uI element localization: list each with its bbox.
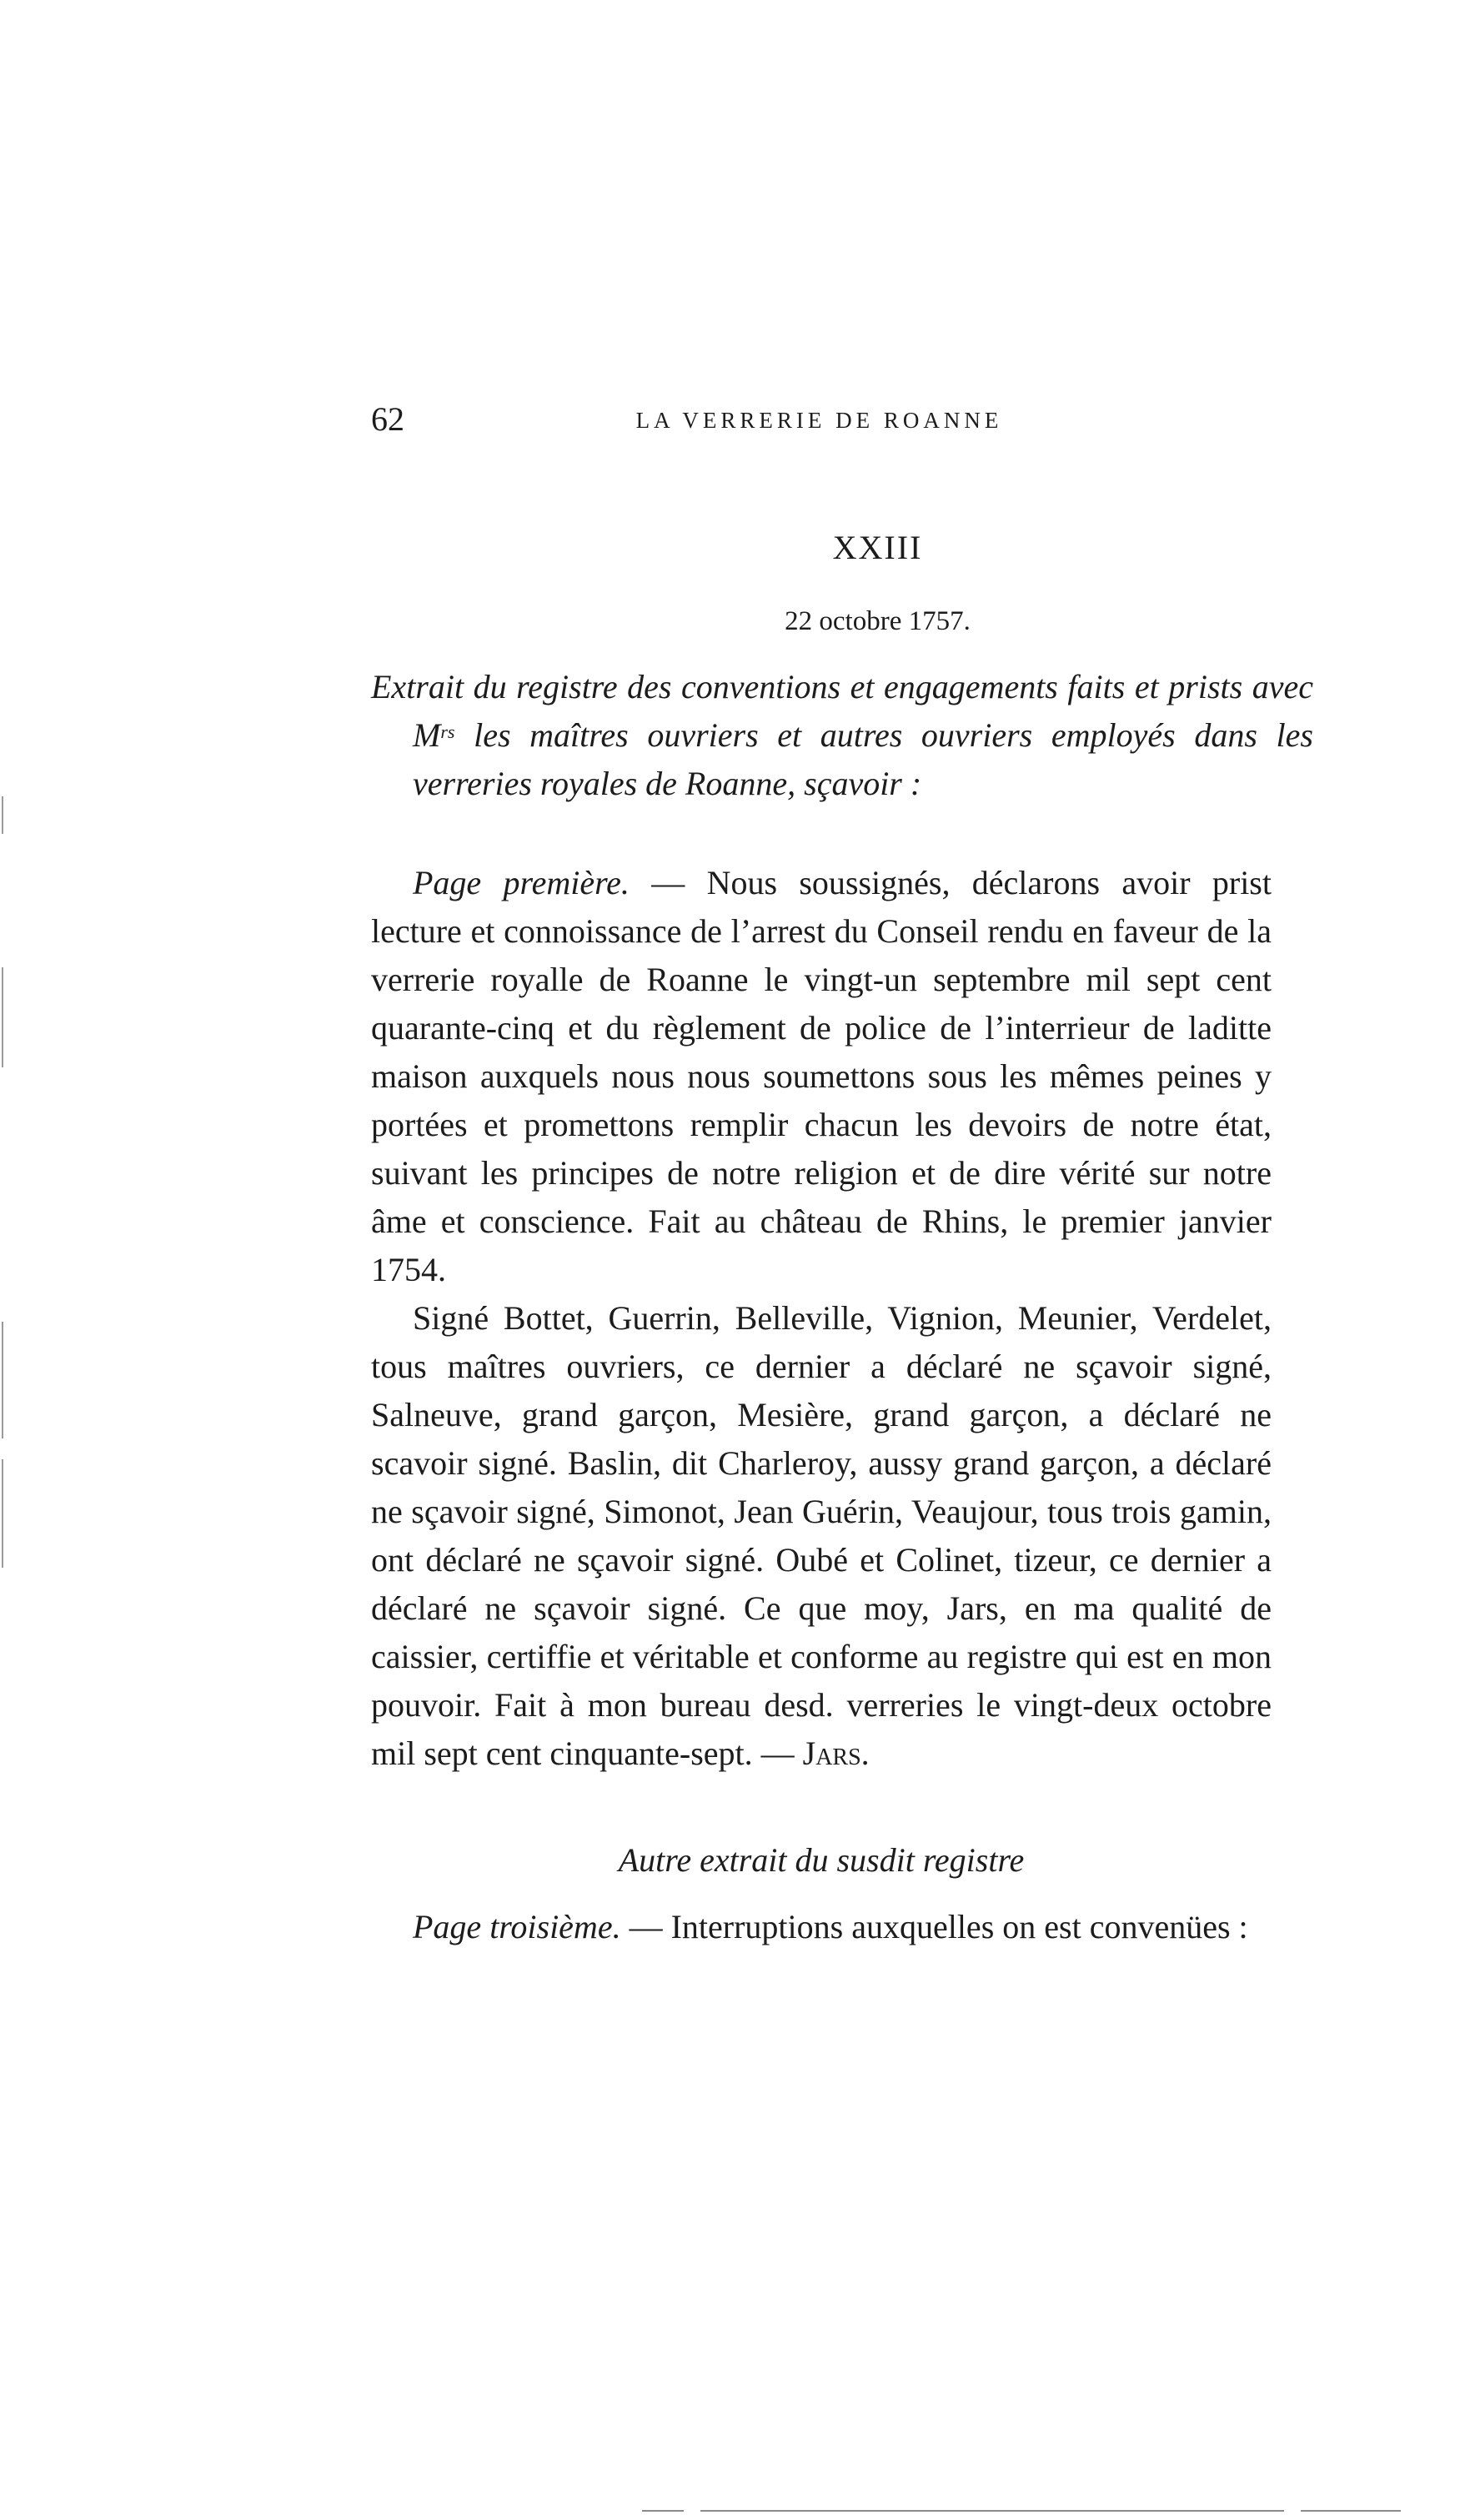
- running-title: LA VERRERIE DE ROANNE: [635, 408, 1003, 433]
- heading-superscript: rs: [440, 721, 455, 742]
- body-text: [371, 859, 1272, 1778]
- paragraph-text: Signé Bottet, Guerrin, Belleville, Vignion, Meunier, Verdelet, tous maîtres ouvriers, ce dernier a déclaré ne sçavoir signé, Salneuve, grand garçon, Mesière, grand garçon, a déclaré ne scavoir signé. Baslin, dit Charleroy, aussy grand garçon, a déclaré ne sçavoir signé, Simonot, Jean Guérin, Veaujour, tous trois gamin, ont déclaré ne sçavoir signé. Oubé et Colinet, tizeur, ce dernier a déclaré ne sçavoir signé. Ce que moy, Jars, en ma qualité de caissier, certiffie et véritable et conforme au registre qui est en mon pouvoir. Fait à mon bureau desd. verreries le vingt-deux octobre mil sept cent cinquante-sept. —: [371, 1299, 1272, 1772]
- document-heading: [371, 663, 1313, 808]
- page-number: 62: [371, 400, 404, 438]
- signature-jars: Jars.: [802, 1734, 870, 1772]
- scan-edge-mark: [2, 1322, 3, 1438]
- scan-bottom-rule: [642, 2510, 684, 2512]
- paragraph-text: — Interruptions auxquelles on est convenües :: [620, 1908, 1248, 1945]
- scan-edge-mark: [2, 1459, 3, 1568]
- paragraph-page-troisieme: [371, 1903, 1272, 1951]
- paragraph-signatures: [371, 1294, 1272, 1778]
- document-number: XXIII: [832, 529, 923, 566]
- body-text-continued: [371, 1903, 1272, 1951]
- heading-text-2: les maîtres ouvriers et autres ouvriers employés dans les verreries royales de Roanne, sçavoir :: [413, 716, 1313, 802]
- heading-text-1: Extrait du registre des conventions et engagements faits et prists avec M: [371, 668, 1313, 754]
- scan-bottom-rule: [1301, 2510, 1401, 2512]
- document-date: 22 octobre 1757.: [785, 606, 971, 636]
- paragraph-text: — Nous soussignés, déclarons avoir prist lecture et connoissance de l’arrest du Conseil rendu en faveur de la verrerie royalle de Roanne le vingt-un septembre mil sept cent quarante-cinq et du règlement de police de l’interrieur de laditte maison auxquels nous nous soumettons sous les mêmes peines y portées et promettons remplir chacun les devoirs de notre état, suivant les principes de notre religion et de dire vérité sur notre âme et conscience. Fait au château de Rhins, le premier janvier 1754.: [371, 864, 1272, 1288]
- paragraph-page-premiere: [371, 859, 1272, 1294]
- paragraph-lead: Page première.: [413, 864, 630, 901]
- subheading: Autre extrait du susdit registre: [618, 1841, 1025, 1879]
- scan-bottom-rule: [700, 2510, 1284, 2512]
- scan-edge-mark: [2, 967, 3, 1067]
- scan-edge-mark: [2, 796, 3, 834]
- paragraph-lead: Page troisième.: [413, 1908, 621, 1945]
- running-head: [371, 399, 1267, 440]
